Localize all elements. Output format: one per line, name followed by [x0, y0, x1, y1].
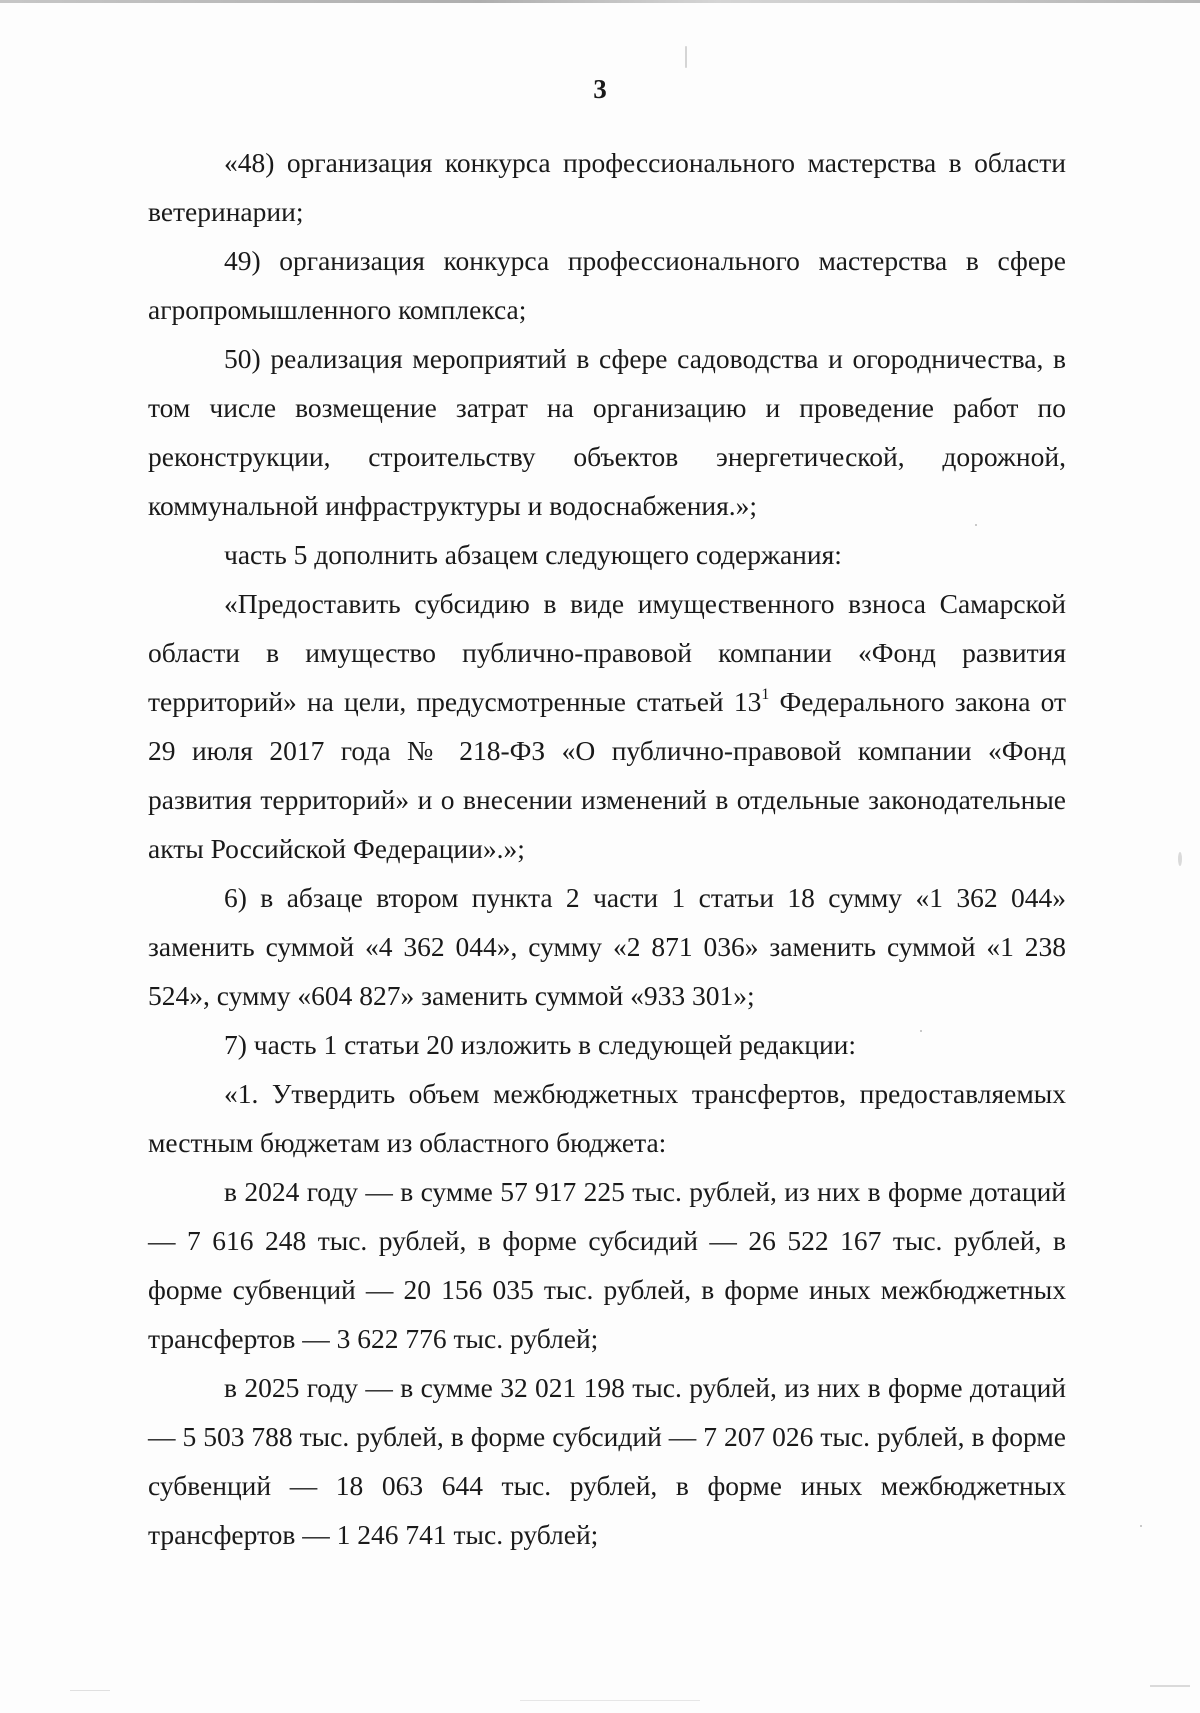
paragraph-transfers-intro: «1. Утвердить объем межбюджетных трансфертов, предоставляемых местным бюджетам из областного бюджета: [148, 1078, 1066, 1158]
scan-speck [975, 524, 977, 526]
paragraph-subsidy-provision [148, 579, 1066, 873]
paragraph-year-2024: в 2024 году — в сумме 57 917 225 тыс. рублей, из них в форме дотаций — 7 616 248 тыс. рублей, в форме субсидий — 26 522 167 тыс. рублей, в форме субвенций — 20 156 035 тыс. рублей, в форме иных межбюджетных трансфертов — 3 622 776 тыс. рублей; [148, 1176, 1066, 1354]
scan-speck [920, 1030, 922, 1032]
paragraph-item-7: 7) часть 1 статьи 20 изложить в следующей редакции: [224, 1029, 857, 1060]
paragraph-item-50: 50) реализация мероприятий в сфере садоводства и огородничества, в том числе возмещение затрат на организацию и проведение работ по реконструкции, строительству объектов энергетической, дорожной, коммунальной инфраструктуры и водоснабжения.»; [148, 343, 1066, 521]
paragraph-item-48: «48) организация конкурса профессионального мастерства в области ветеринарии; [148, 147, 1066, 227]
scan-speck [70, 1690, 110, 1691]
paragraph-item-6: 6) в абзаце втором пункта 2 части 1 статьи 18 сумму «1 362 044» заменить суммой «4 362 044», сумму «2 871 036» заменить суммой «1 238 524», сумму «604 827» заменить суммой «933 301»; [148, 882, 1066, 1011]
scan-speck [1140, 1525, 1142, 1527]
scan-speck [520, 1700, 700, 1701]
page-number: 3 [593, 74, 607, 104]
document-body [148, 138, 1066, 1559]
paragraph-part-5-amendment: часть 5 дополнить абзацем следующего содержания: [224, 539, 842, 570]
article-superscript: 1 [761, 685, 770, 703]
subsidy-text-before: «Предоставить субсидию в виде имущественного взноса Самарской области в имущество публично-правовой компании «Фонд развития территорий» на цели, предусмотренные статьей 13 [148, 588, 1066, 717]
scan-speck [1178, 852, 1182, 866]
paragraph-item-49: 49) организация конкурса профессионального мастерства в сфере агропромышленного комплекса; [148, 245, 1066, 325]
scan-speck [1150, 1685, 1190, 1687]
paragraph-year-2025: в 2025 году — в сумме 32 021 198 тыс. рублей, из них в форме дотаций — 5 503 788 тыс. рублей, в форме субсидий — 7 207 026 тыс. рублей, в форме субвенций — 18 063 644 тыс. рублей, в форме иных межбюджетных трансфертов — 1 246 741 тыс. рублей; [148, 1372, 1066, 1550]
scan-top-edge [0, 0, 1200, 3]
scan-speck [685, 46, 687, 68]
subsidy-text-after: Федерального закона от 29 июля 2017 года № 218-ФЗ «О публично-правовой компании «Фонд развития территорий» и о внесении изменений в отдельные законодательные акты Российской Федерации».»; [148, 686, 1067, 864]
